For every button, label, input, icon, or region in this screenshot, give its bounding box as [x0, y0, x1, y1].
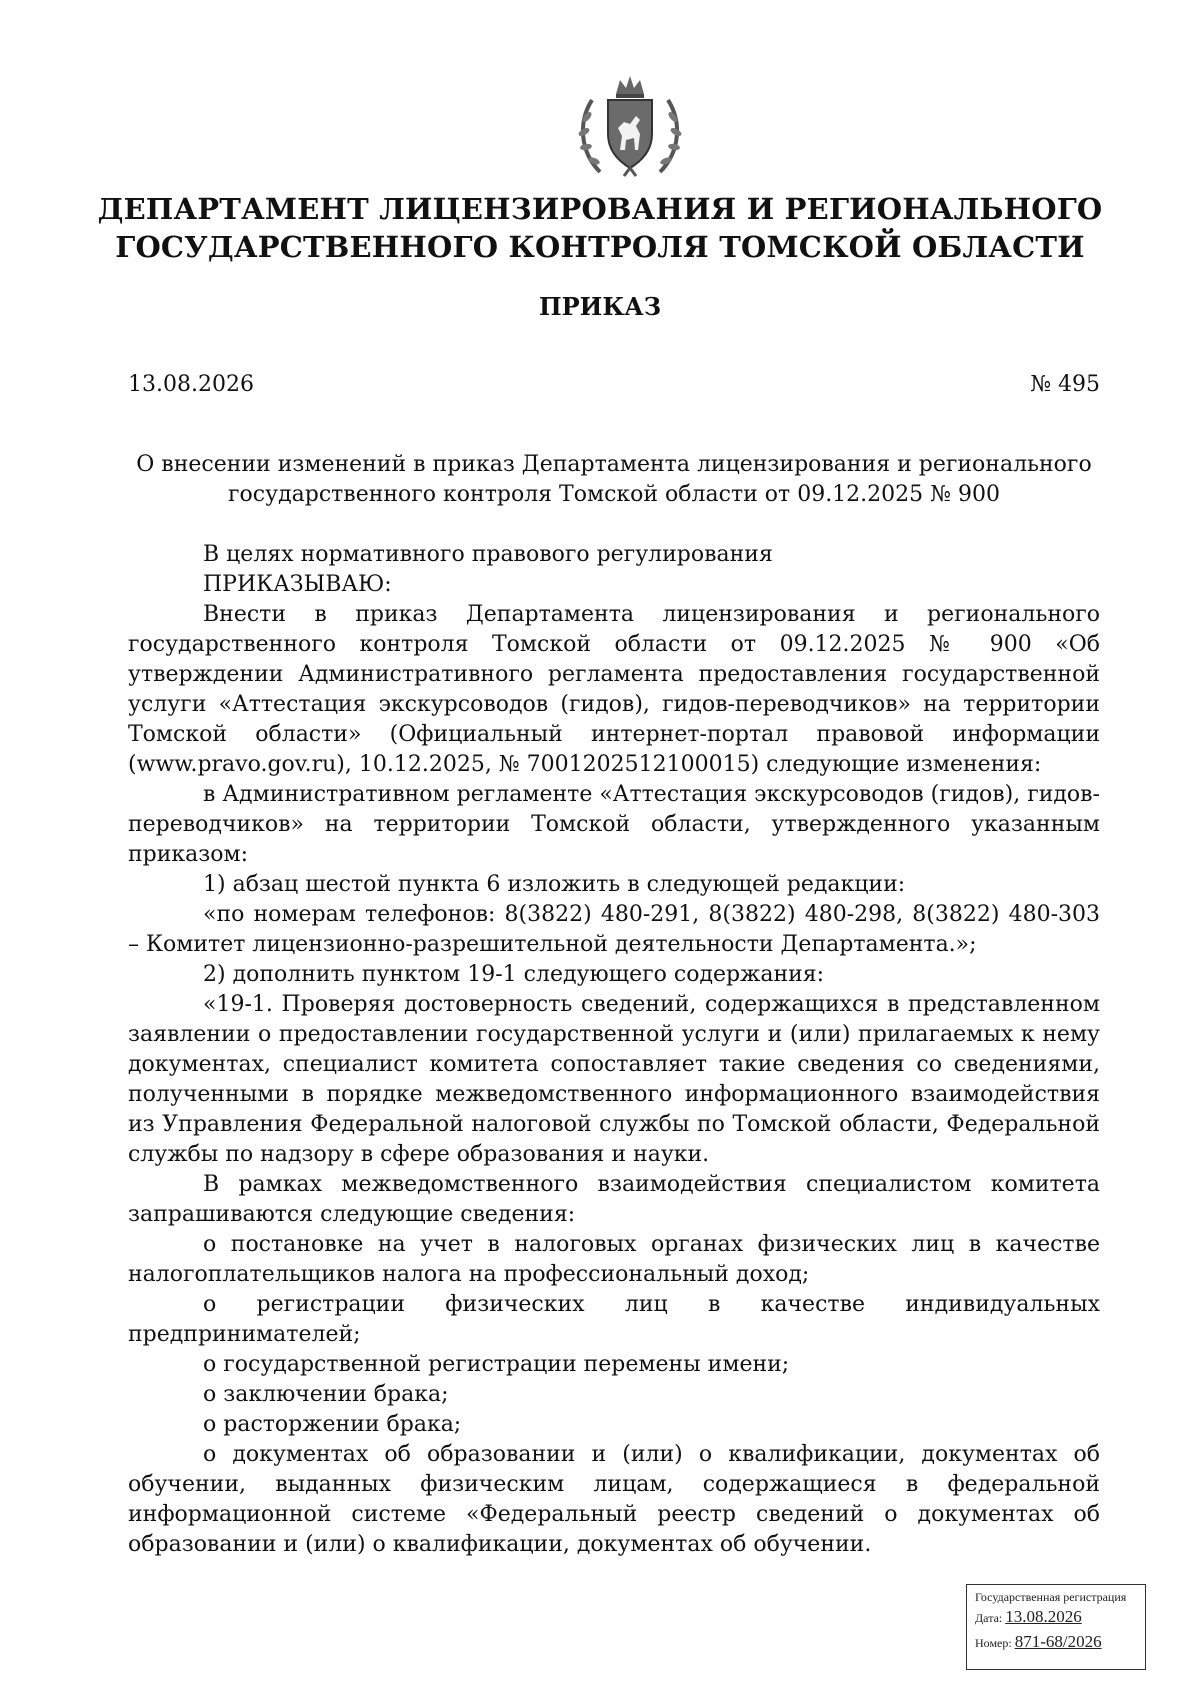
- list-item: о регистрации физических лиц в качестве индивидуальных предпринимателей;: [128, 1292, 1100, 1347]
- paragraph-regulation: в Административном регламенте «Аттестация экскурсоводов (гидов), гидов-переводчиков» на территории Томской области, утвержденного указанным приказом:: [128, 782, 1100, 867]
- paragraph-purpose: В целях нормативного правового регулирования: [203, 542, 773, 567]
- organization-name-line-2: ГОСУДАРСТВЕННОГО КОНТРОЛЯ ТОМСКОЙ ОБЛАСТИ: [115, 230, 1085, 264]
- paragraph-amendment: Внести в приказ Департамента лицензирования и регионального государственного контроля Томской области от 09.12.2025 № 900 «Об утверждении Административного регламента предоставления государственной услуги «Аттестация экскурсоводов (гидов), гидов-переводчиков» на территории Томской области» (Официальный интернет-портал правовой информации (www.pravo.gov.ru), 10.12.2025, № 7001202512100015) следующие изменения:: [128, 602, 1100, 777]
- paragraph-interagency: В рамках межведомственного взаимодействия специалистом комитета запрашиваются следующие сведения:: [128, 1172, 1100, 1227]
- list-item: о расторжении брака;: [203, 1412, 462, 1437]
- document-subject: О внесении изменений в приказ Департамента лицензирования и регионального государственного контроля Томской области от 09.12.2025 № 900: [136, 452, 1092, 507]
- paragraph-item-2: 2) дополнить пунктом 19-1 следующего содержания:: [203, 962, 825, 987]
- stamp-date-value: 13.08.2026: [1005, 1607, 1082, 1626]
- paragraph-phones: «по номерам телефонов: 8(3822) 480-291, 8(3822) 480-298, 8(3822) 480-303 – Комитет лицензионно-разрешительной деятельности Департамента.»;: [128, 902, 1100, 957]
- document-body: [128, 540, 1100, 1560]
- stamp-date-label: Дата:: [975, 1611, 1003, 1625]
- paragraph-19-1: «19-1. Проверяя достоверность сведений, содержащихся в представленном заявлении о предоставлении государственной услуги и (или) прилагаемых к нему документах, специалист комитета сопоставляет такие сведения со сведениями, полученными в порядке межведомственного информационного взаимодействия из Управления Федеральной налоговой службы по Томской области, Федеральной службы по надзору в сфере образования и науки.: [128, 992, 1100, 1167]
- list-item: о документах об образовании и (или) о квалификации, документах об обучении, выданных физическим лицам, содержащиеся в федеральной информационной системе «Федеральный реестр сведений о документах об образовании и (или) о квалификации, документах об обучении.: [128, 1442, 1100, 1557]
- document-type: ПРИКАЗ: [538, 292, 662, 321]
- tomsk-coat-of-arms-icon: [570, 72, 690, 184]
- list-item: о государственной регистрации перемены имени;: [203, 1352, 790, 1377]
- stamp-number-value: 871-68/2026: [1014, 1632, 1102, 1651]
- stamp-title: Государственная регистрация: [975, 1590, 1127, 1604]
- organization-name-line-1: ДЕПАРТАМЕНТ ЛИЦЕНЗИРОВАНИЯ И РЕГИОНАЛЬНОГО: [97, 192, 1103, 226]
- stamp-number-label: Номер:: [975, 1636, 1012, 1650]
- document-number: № 495: [1030, 372, 1100, 397]
- paragraph-order-word: ПРИКАЗЫВАЮ:: [203, 572, 392, 597]
- registration-stamp: [966, 1584, 1146, 1670]
- list-item: о заключении брака;: [203, 1382, 449, 1407]
- list-item: о постановке на учет в налоговых органах физических лиц в качестве налогоплательщиков налога на профессиональный доход;: [128, 1232, 1100, 1287]
- document-date: 13.08.2026: [128, 372, 254, 397]
- paragraph-item-1: 1) абзац шестой пункта 6 изложить в следующей редакции:: [203, 872, 906, 897]
